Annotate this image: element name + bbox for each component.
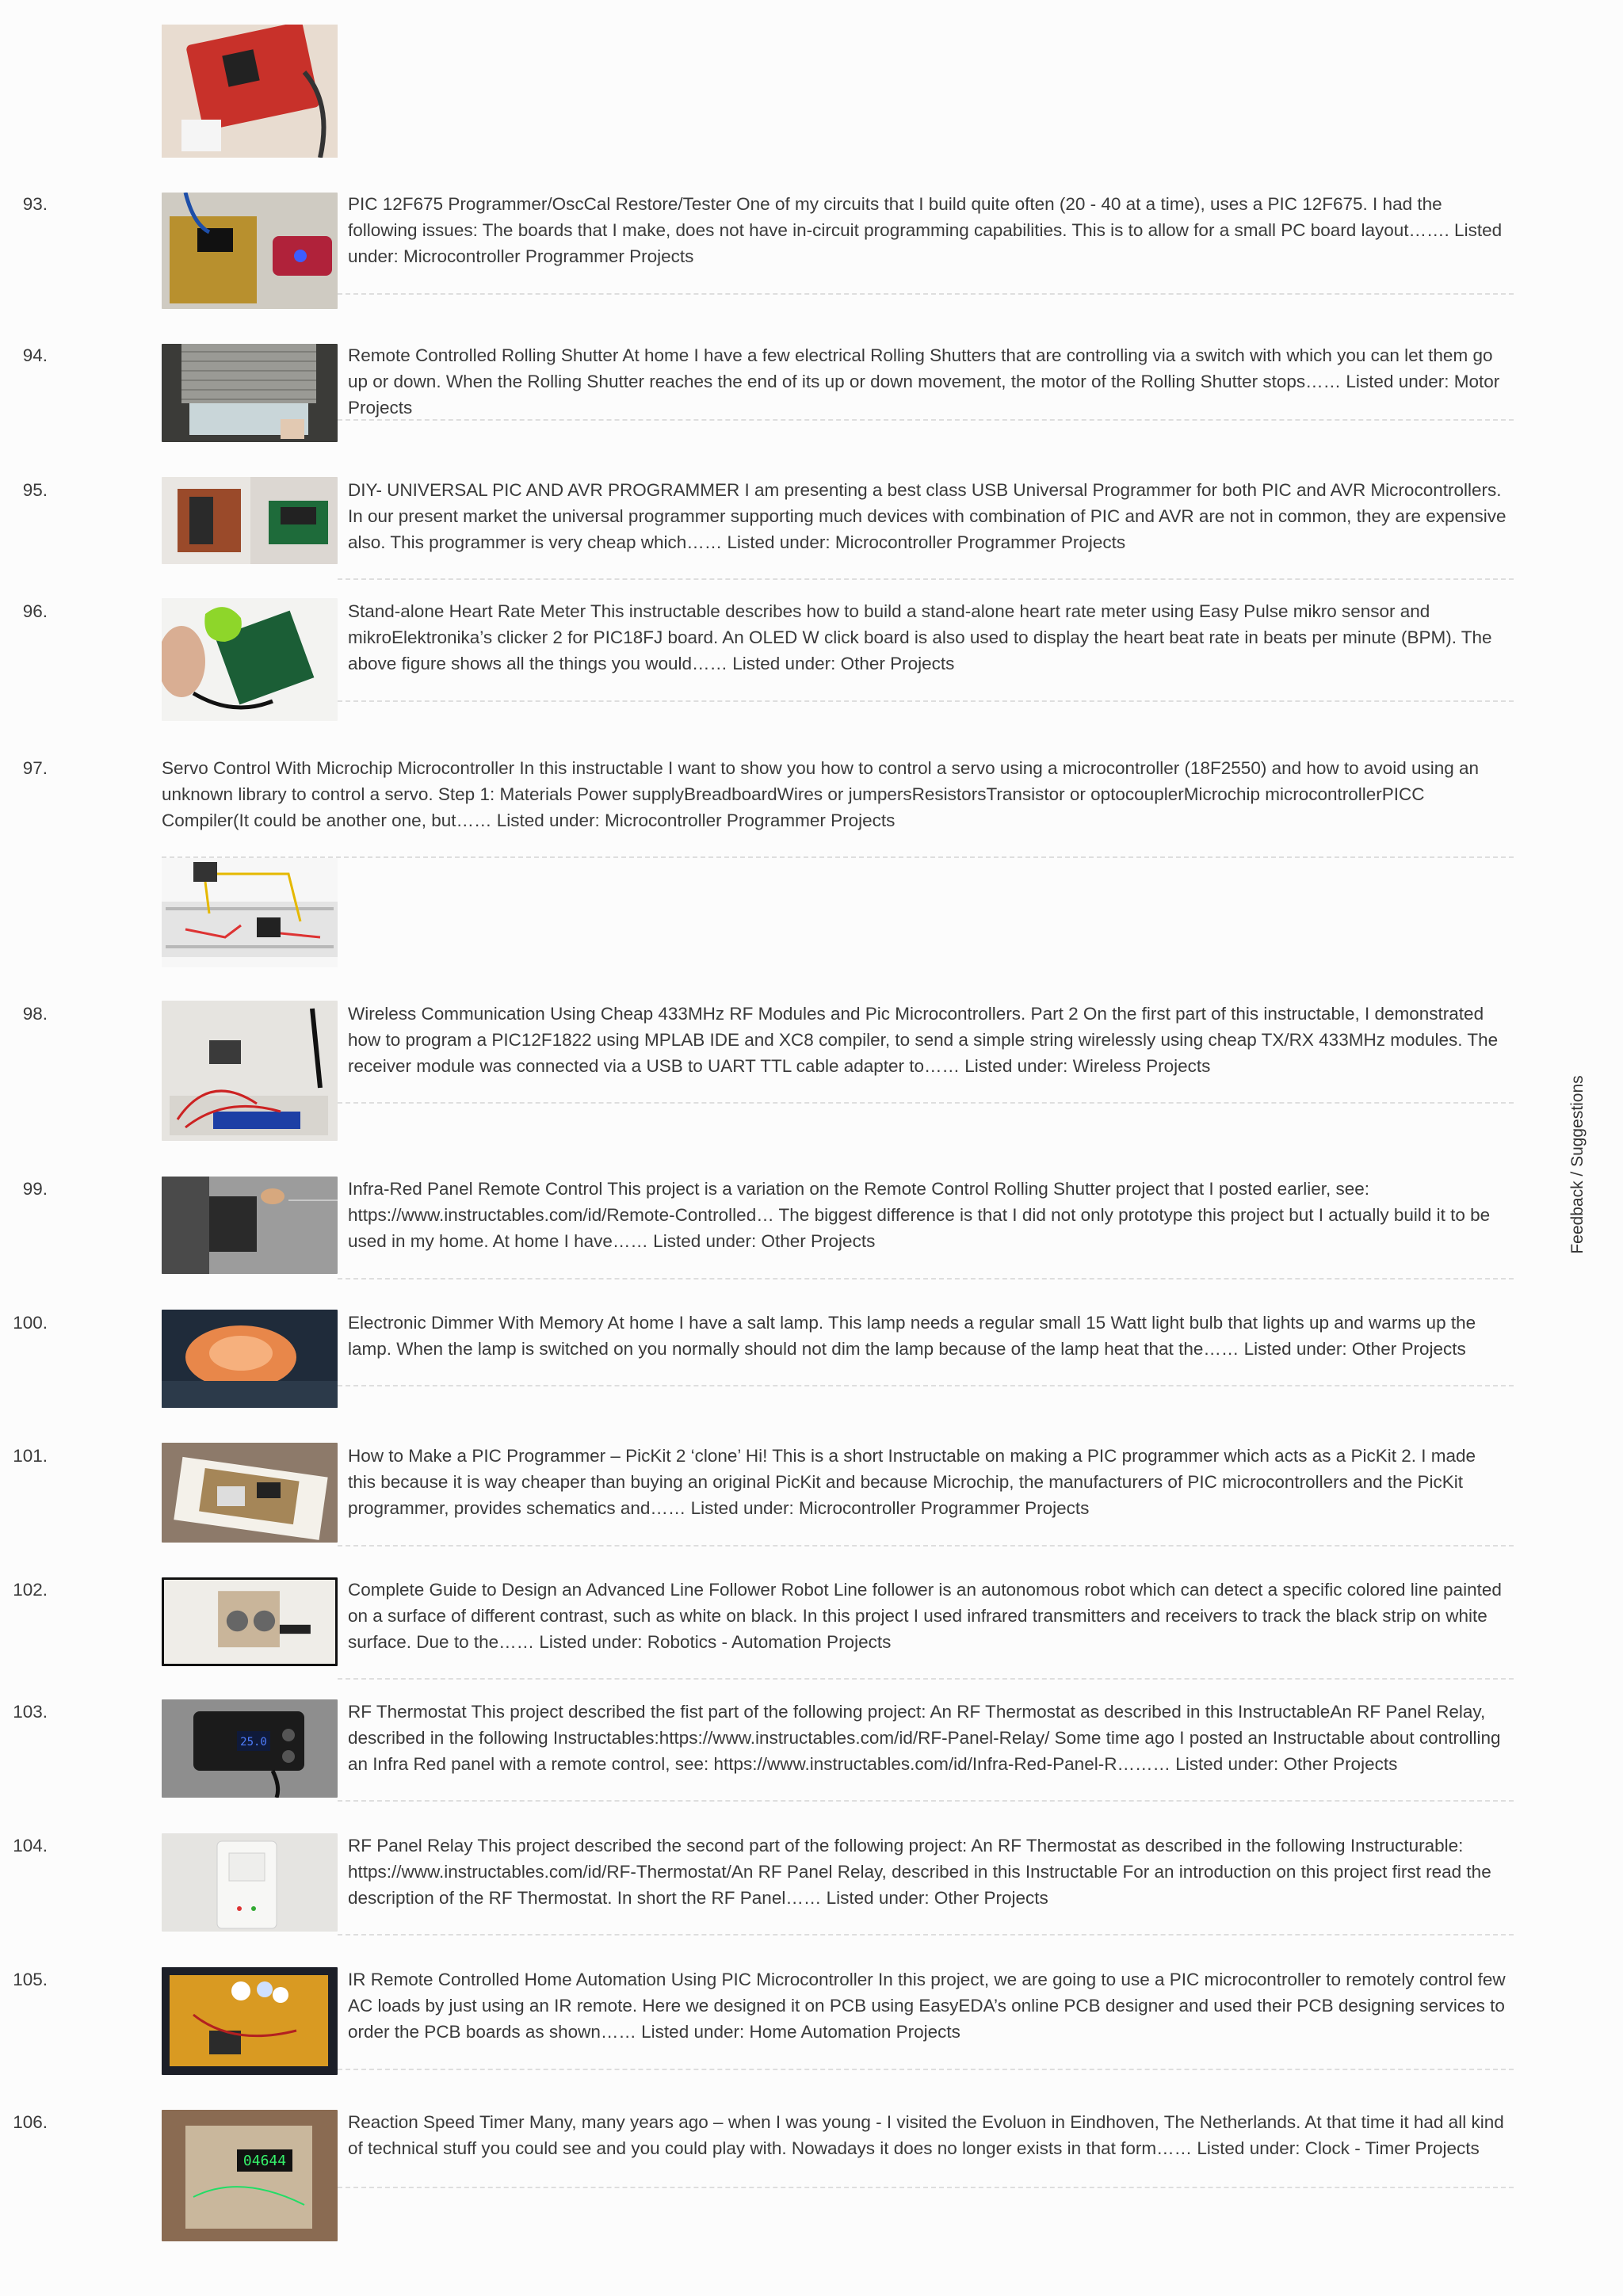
item-number: 93. [22,194,48,214]
svg-text:25.0: 25.0 [240,1736,267,1749]
feedback-label: Feedback / Suggestions [1568,1075,1587,1254]
item-number: 100. [13,1313,48,1333]
item-description[interactable]: Remote Controlled Rolling Shutter At home I have a few electrical Rolling Shutters that are controlling via a switch with which you can let them go up or down. When the Rolling Shutter reaches the end of its up or down movement, the motor of the Rolling Shutter stops…… Listed under: Motor Projects [348,345,1500,418]
item-thumbnail[interactable] [162,1967,338,2075]
item-thumbnail[interactable] [162,2110,338,2241]
item-thumbnail[interactable] [162,1577,338,1666]
item-description[interactable]: PIC 12F675 Programmer/OscCal Restore/Tester One of my circuits that I build quite often (20 - 40 at a time), uses a PIC 12F675. I had the following issues: The boards that I make, does not have in-circuit programming capabilities. This is to allow for a small PC board layout……. Listed under: Microcontroller Programmer Projects [348,194,1503,266]
item-number: 96. [22,601,48,621]
item-number: 94. [22,345,48,365]
item-number: 102. [13,1580,48,1600]
item-thumbnail[interactable] [162,1177,338,1274]
item-description[interactable]: Reaction Speed Timer Many, many years ago – when I was young - I visited the Evoluon in Eindhoven, The Netherlands. At that time it had all kind of technical stuff you could see and you could play with. Nowadays it does no longer exists in that form…… Listed under: Clock - Timer Projects [348,2112,1504,2158]
item-description[interactable]: DIY- UNIVERSAL PIC AND AVR PROGRAMMER I am presenting a best class USB Universal Programmer for both PIC and AVR Microcontrollers. In our present market the universal programmer supporting much devices with combination of PIC and AVR are not in common, they are expensive also. This programmer is very cheap which…… Listed under: Microcontroller Programmer Projects [348,480,1507,552]
item-description[interactable]: Electronic Dimmer With Memory At home I have a salt lamp. This lamp needs a regular small 15 Watt light bulb that lights up and warms up the lamp. When the lamp is switched on you normally should not dim the lamp because of the lamp heat that the…… Listed under: Other Projects [348,1313,1476,1359]
item-thumbnail[interactable] [162,598,338,721]
item-thumbnail[interactable] [162,858,338,967]
item-number: 101. [13,1446,48,1466]
feedback-suggestions-tab[interactable] [1558,1070,1598,1260]
item-thumbnail[interactable] [162,477,338,564]
item-number: 97. [22,758,48,778]
item-thumbnail[interactable] [162,1443,338,1543]
svg-text:04644: 04644 [242,2153,287,2169]
item-thumbnail[interactable] [162,344,338,442]
item-description[interactable]: Complete Guide to Design an Advanced Line Follower Robot Line follower is an autonomous robot which can detect a specific colored line painted on a surface of different contrast, such as white on black. In this project I used infrared transmitters and receivers to track the black strip on white surface. Due to the…… Listed under: Robotics - Automation Projects [348,1580,1502,1652]
item-description[interactable]: IR Remote Controlled Home Automation Using PIC Microcontroller In this project, we are going to use a PIC microcontroller to remotely control few AC loads by just using an IR remote. Here we designed it on PCB using EasyEDA’s online PCB designer and used their PCB designing services to order the PCB boards as shown…… Listed under: Home Automation Projects [348,1970,1506,2042]
item-thumbnail[interactable] [162,1001,338,1141]
item-thumbnail[interactable] [162,1833,338,1932]
item-description[interactable]: Wireless Communication Using Cheap 433MHz RF Modules and Pic Microcontrollers. Part 2 On the first part of this instructable, I demonstrated how to program a PIC12F1822 using MPLAB IDE and XC8 compiler, to send a simple string wirelessly using cheap TX/RX 433MHz modules. The receiver module was connected via a USB to UART TTL cable adapter to…… Listed under: Wireless Projects [348,1004,1499,1076]
item-description[interactable]: How to Make a PIC Programmer – PicKit 2 ‘clone’ Hi! This is a short Instructable on making a PIC programmer which acts as a PicKit 2. I made this because it is way cheaper than buying an original PicKit and because Microchip, the manufacturers of PIC microcontrollers and the PicKit programmer, provides schematics and…… Listed under: Microcontroller Programmer Projects [348,1446,1476,1518]
item-thumbnail[interactable] [162,1699,338,1798]
item-number: 104. [13,1836,48,1855]
item-number: 99. [22,1179,48,1199]
item-description[interactable]: RF Panel Relay This project described the second part of the following project: An RF Thermostat as described in the following Instructurable: https://www.instructables.com/id/RF-Thermostat/An RF Panel Relay, described in this Instructable For an introduction on this project first read the description of the RF Thermostat. In short the RF Panel…… Listed under: Other Projects [348,1836,1491,1908]
item-number: 106. [13,2112,48,2132]
item-description[interactable]: Stand-alone Heart Rate Meter This instructable describes how to build a stand-alone heart rate meter using Easy Pulse mikro sensor and mikroElektronika’s clicker 2 for PIC18FJ board. An OLED W click board is also used to display the heart beat rate in beats per minute (BPM). The above figure shows all the things you would…… Listed under: Other Projects [348,601,1492,673]
item-thumbnail[interactable] [162,193,338,309]
item-description[interactable]: RF Thermostat This project described the fist part of the following project: An RF Thermostat as described in this InstructableAn RF Panel Relay, described in the following Instructables:https://www.instructables.com/id/RF-Panel-Relay/ Some time ago I posted an Instructable about controlling an Infra Red panel with a remote control, see: https://www.instructables.com/id/Infra-Red-Panel-R……… Listed under: Other Projects [348,1702,1501,1774]
item-thumbnail[interactable] [162,1310,338,1408]
entry-92-thumbnail[interactable] [162,25,338,158]
item-number: 95. [22,480,48,500]
item-number: 105. [13,1970,48,1989]
item-description[interactable]: Infra-Red Panel Remote Control This project is a variation on the Remote Control Rolling Shutter project that I posted earlier, see: https://www.instructables.com/id/Remote-Controlled… The biggest difference is that I did not only prototype this project but I actually build it to be used in my home. At home I have…… Listed under: Other Projects [348,1179,1491,1251]
item-description[interactable]: Servo Control With Microchip Microcontroller In this instructable I want to show you how to control a servo using a microcontroller (18F2550) and how to avoid using an unknown library to control a servo. Step 1: Materials Power supplyBreadboardWires or jumpersResistorsTransistor or optocouplerMicrochip microcontrollerPICC Compiler(It could be another one, but…… Listed under: Microcontroller Programmer Projects [162,758,1480,830]
item-number: 103. [13,1702,48,1722]
item-number: 98. [22,1004,48,1024]
